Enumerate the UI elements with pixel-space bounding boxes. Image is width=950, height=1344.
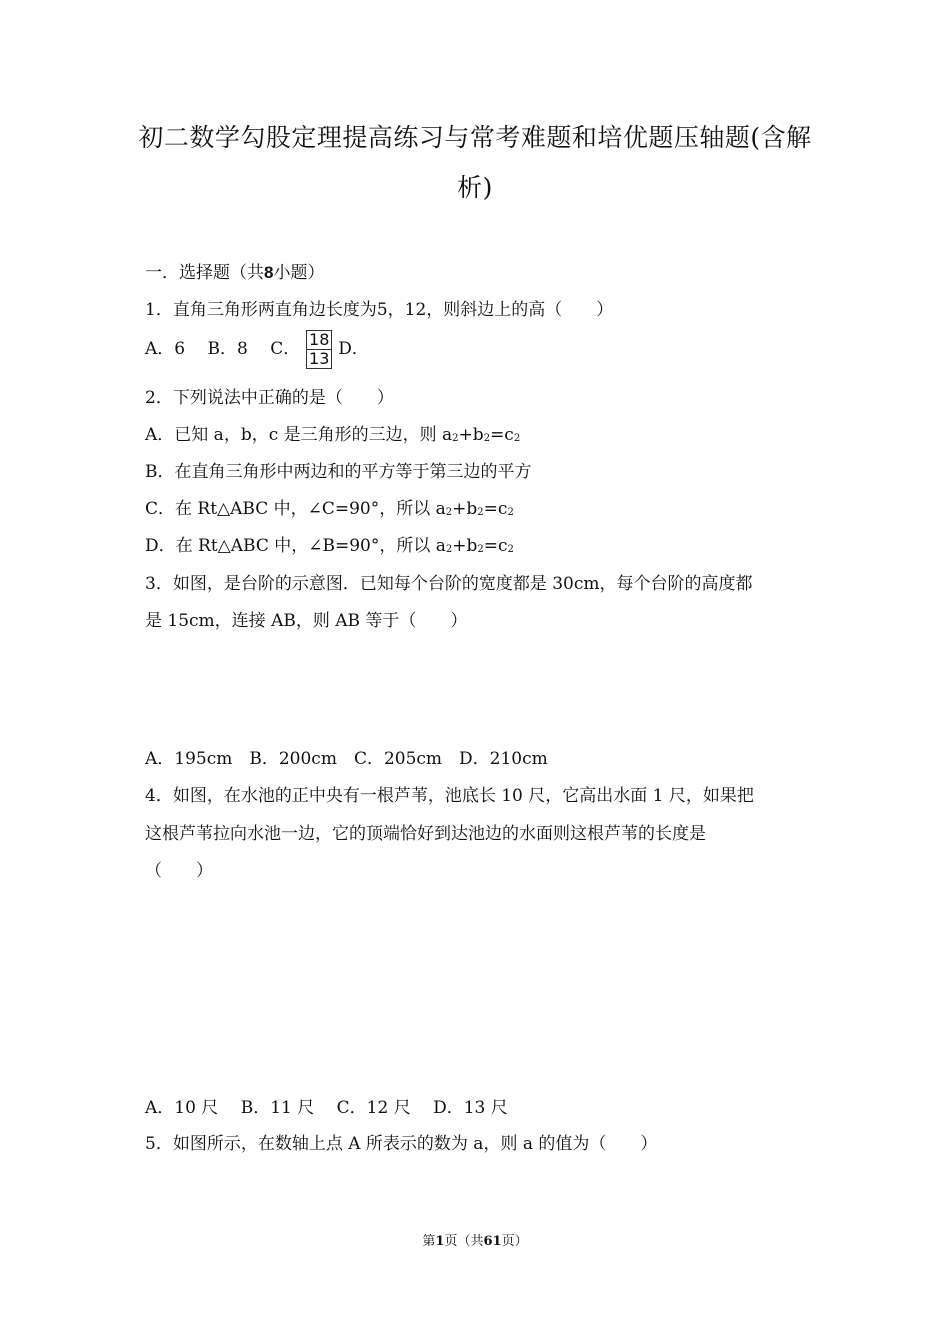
section-heading — [145, 258, 324, 283]
question-4-options: A．10 尺 B．11 尺 C．12 尺 D．13 尺 — [145, 1098, 508, 1118]
plus-b: +b — [452, 499, 478, 519]
page-footer — [0, 1230, 950, 1249]
document-title-line-2: 析) — [457, 173, 493, 202]
q1-options-pre: A．6 B．8 C． — [145, 339, 301, 359]
document-title-line-1: 初二数学勾股定理提高练习与常考难题和培优题压轴题(含解 — [138, 123, 812, 152]
exponent: 2 — [477, 544, 484, 555]
q1-fraction-denominator: 13 — [306, 350, 332, 369]
q1-fraction-numerator: 18 — [306, 330, 332, 350]
footer-prefix: 第 — [422, 1234, 436, 1249]
question-2-option-a — [145, 420, 520, 445]
plus-b: +b — [458, 425, 484, 445]
section-prefix: 一．选择题（共 — [145, 263, 264, 283]
exponent: 2 — [452, 433, 459, 444]
question-2-option-c — [145, 494, 514, 519]
question-3-options: A．195cm B．200cm C．205cm D．210cm — [145, 749, 548, 769]
equals-c: =c — [483, 499, 508, 519]
section-count: 8 — [264, 263, 274, 282]
section-suffix: 小题） — [273, 263, 325, 283]
question-4-line-1: 4．如图，在水池的正中央有一根芦苇，池底长 10 尺，它高出水面 1 尺，如果把 — [145, 786, 754, 806]
q2-c-text: C．在 Rt△ABC 中，∠C=90°，所以 a — [145, 499, 446, 519]
question-3-line-2: 是 15cm，连接 AB，则 AB 等于（ ） — [145, 611, 468, 631]
question-3-line-1: 3．如图，是台阶的示意图．已知每个台阶的宽度都是 30cm，每个台阶的高度都 — [145, 574, 753, 594]
equals-c: =c — [483, 536, 508, 556]
question-2-option-b: B．在直角三角形中两边和的平方等于第三边的平方 — [145, 462, 532, 482]
question-1-options — [145, 330, 369, 369]
question-4-line-3: （ ） — [145, 861, 213, 881]
footer-suffix: 页） — [501, 1234, 528, 1249]
question-4-line-2: 这根芦苇拉向水池一边，它的顶端恰好到达池边的水面则这根芦苇的长度是 — [145, 824, 706, 844]
question-2: 2．下列说法中正确的是（ ） — [145, 388, 394, 408]
exponent: 2 — [513, 433, 521, 444]
exponent: 2 — [507, 507, 514, 518]
exponent: 2 — [483, 433, 491, 444]
plus-b: +b — [452, 536, 478, 556]
q2-a-text: A．已知 a，b，c 是三角形的三边，则 a — [145, 425, 453, 445]
q1-fraction — [306, 330, 332, 369]
footer-total-pages: 61 — [483, 1234, 502, 1249]
question-2-option-d — [145, 531, 514, 556]
question-5: 5．如图所示，在数轴上点 A 所表示的数为 a，则 a 的值为（ ） — [145, 1134, 658, 1154]
exponent: 2 — [477, 507, 484, 518]
exponent: 2 — [445, 507, 453, 518]
q2-d-text: D．在 Rt△ABC 中，∠B=90°，所以 a — [145, 536, 446, 556]
footer-mid: 页（共 — [444, 1234, 484, 1249]
question-1: 1．直角三角形两直角边长度为5，12，则斜边上的高（ ） — [145, 300, 614, 320]
footer-page-number: 1 — [435, 1234, 445, 1249]
exponent: 2 — [507, 544, 514, 555]
exponent: 2 — [445, 544, 453, 555]
q1-options-post: D． — [338, 339, 369, 359]
equals-c: =c — [490, 425, 514, 445]
